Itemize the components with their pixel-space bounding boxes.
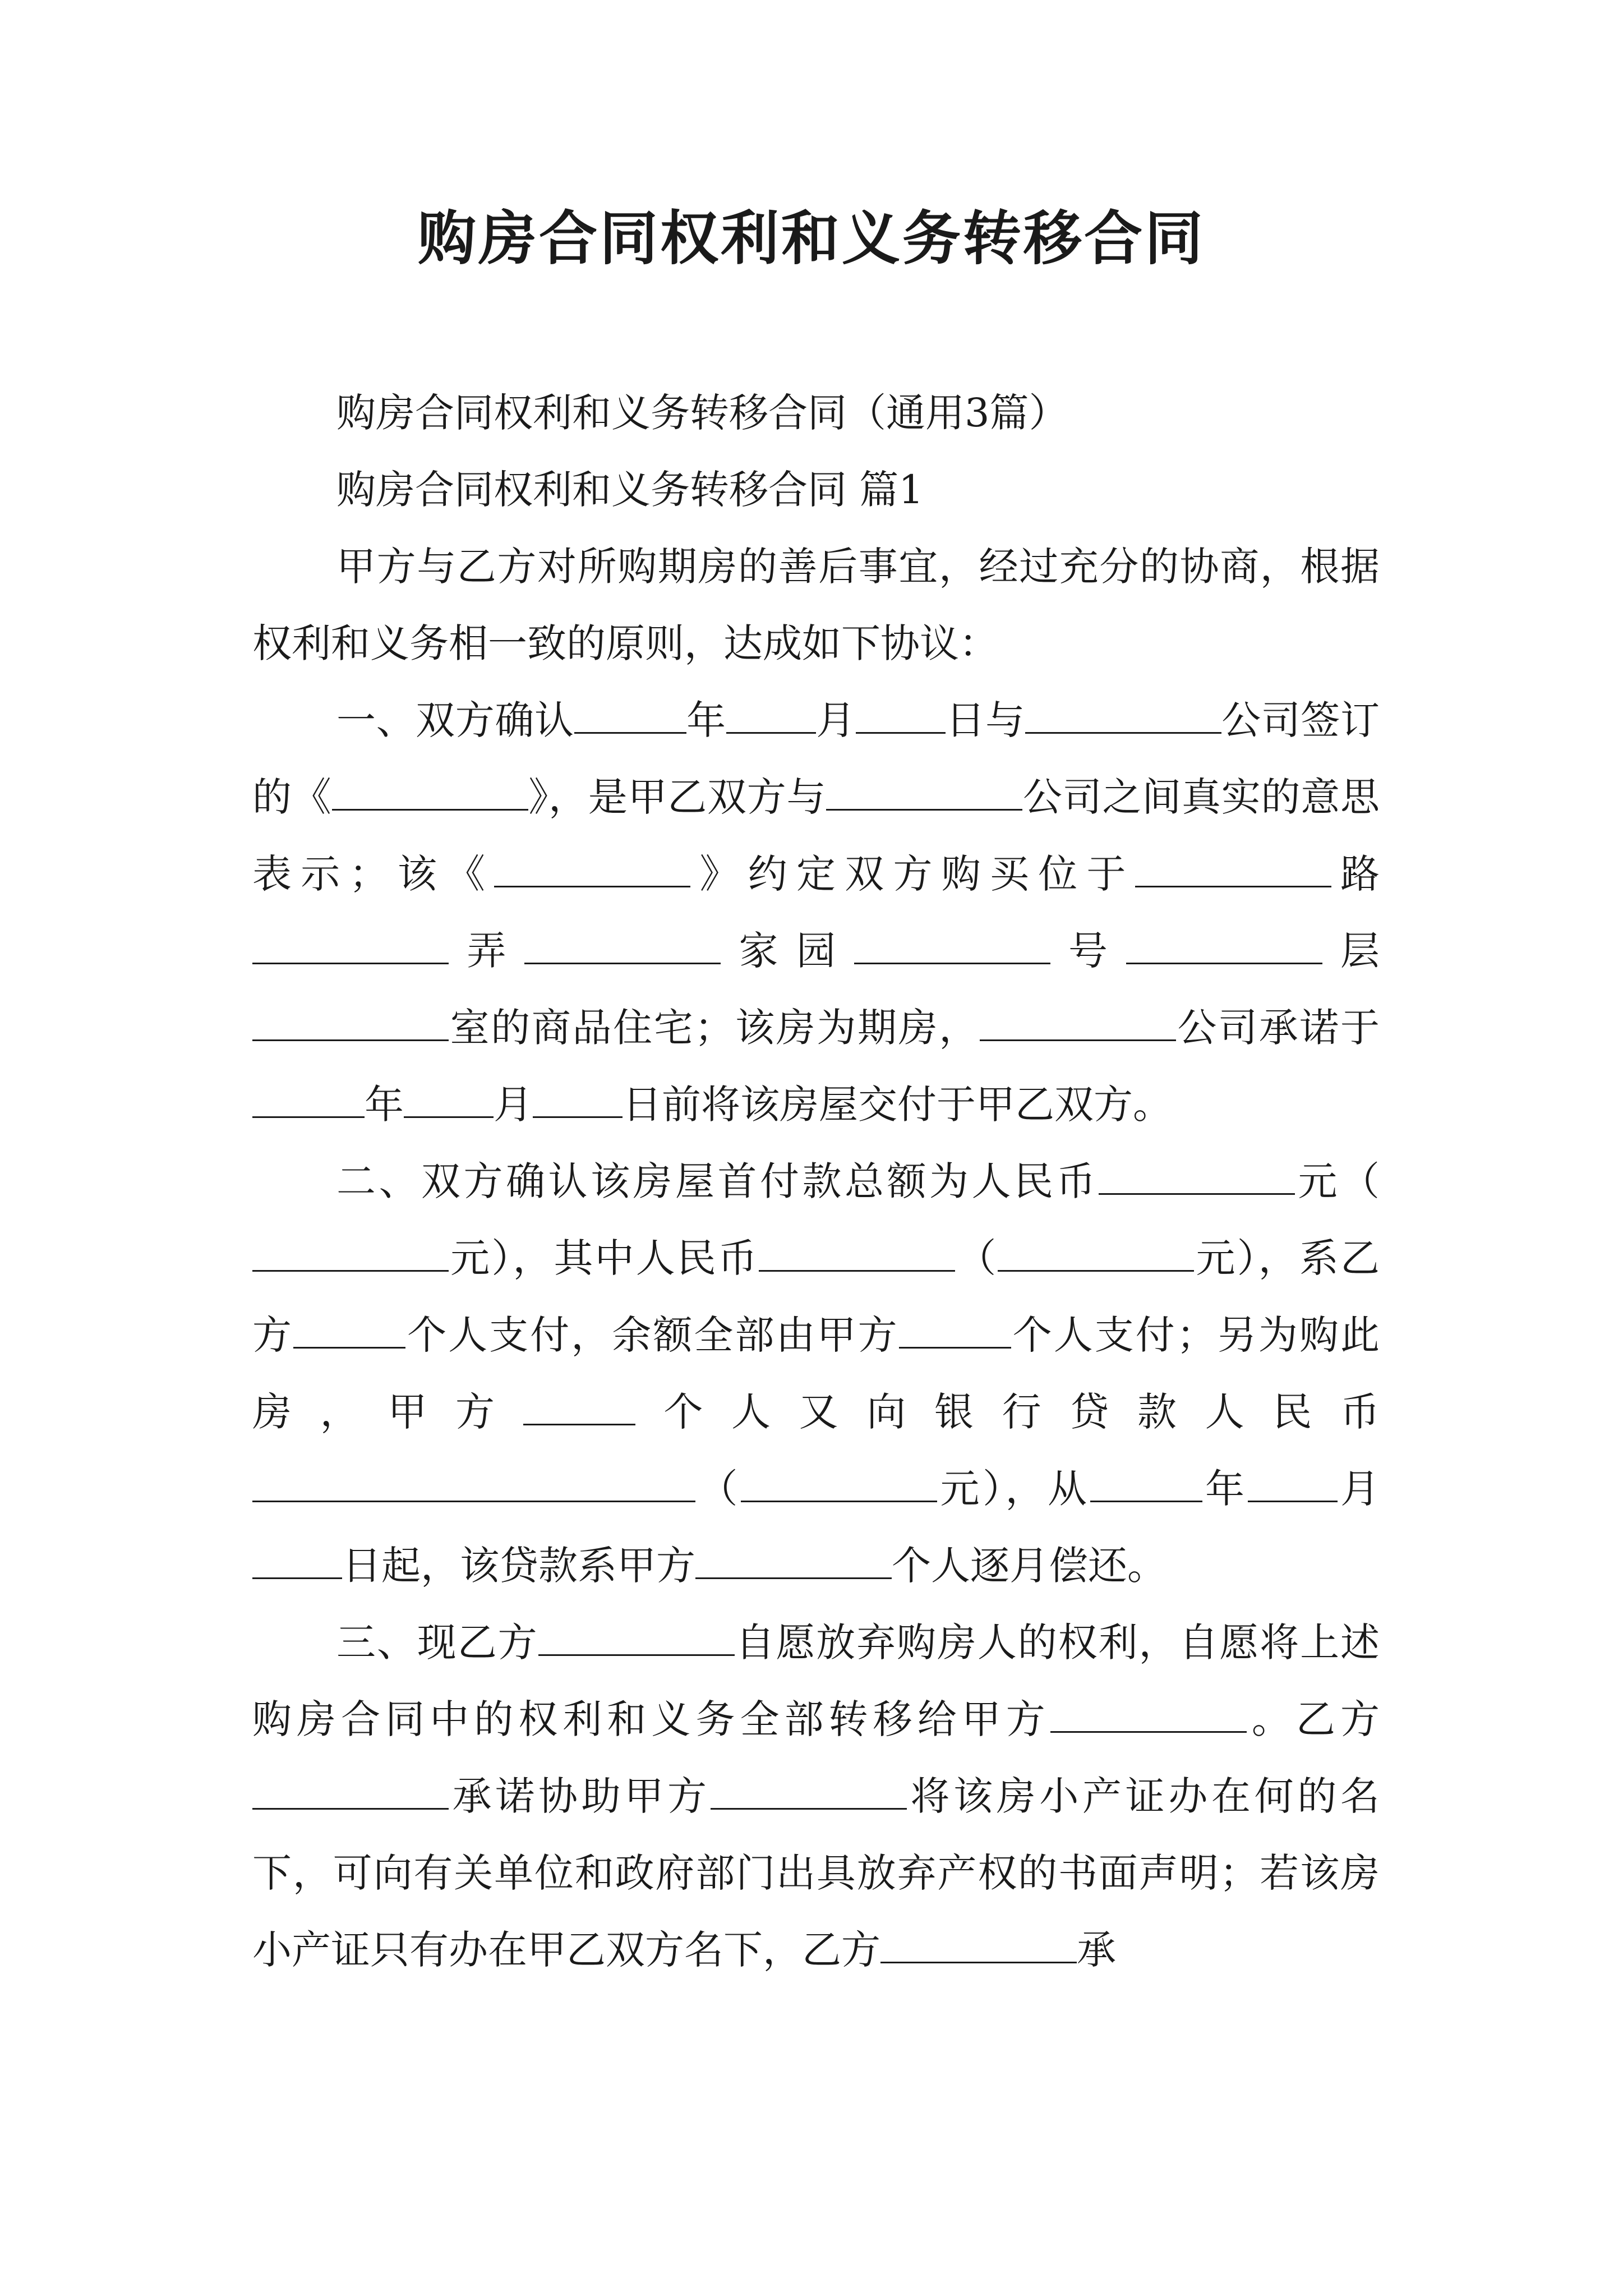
fill-blank <box>252 929 449 964</box>
fill-blank <box>252 1544 342 1579</box>
clause-text: 家园 <box>721 928 854 974</box>
fill-blank <box>252 1006 449 1041</box>
fill-blank <box>880 1928 1077 1963</box>
clause-text: 二、双方确认该房屋首付款总额为人民币 <box>336 1158 1099 1204</box>
clause-text: 元），系乙方 <box>252 1235 1380 1358</box>
clause-text: 层 <box>1322 928 1380 974</box>
subtitle-paragraph: 购房合同权利和义务转移合同（通用3篇） <box>336 390 1068 436</box>
fill-blank <box>252 1774 449 1810</box>
fill-blank <box>574 698 686 734</box>
clause-1-paragraph <box>252 682 1380 1143</box>
clause-text: 年 <box>686 697 726 743</box>
clause-text: 》，是甲乙双方与 <box>528 774 827 820</box>
clause-text: 日与 <box>945 697 1025 743</box>
clause-text: 承诺协助甲方 <box>449 1773 711 1819</box>
fill-blank <box>1126 929 1322 964</box>
clause-text: 号 <box>1050 928 1126 974</box>
clause-text: 将该房小产证办在何的名下，可向有关单位和政府部门出具放弃产权的书面声明；若该房小产证只有办在甲乙双方名下，乙方 <box>252 1773 1380 1973</box>
fill-blank <box>1248 1467 1338 1502</box>
document-body <box>252 375 1380 1989</box>
clause-text: 》约定双方购买位于 <box>690 851 1135 897</box>
fill-blank <box>252 1083 365 1118</box>
clause-text: 室的商品住宅；该房为期房， <box>449 1005 980 1051</box>
intro-paragraph: 甲方与乙方对所购期房的善后事宜，经过充分的协商，根据权利和义务相一致的原则，达成如下协议： <box>252 544 1380 666</box>
fill-blank <box>252 1236 449 1272</box>
fill-blank <box>404 1083 494 1118</box>
fill-blank <box>494 852 690 887</box>
clause-text: 年 <box>1202 1466 1248 1512</box>
clause-text: 自愿放弃购房人的权利，自愿将上述购房合同中的权利和义务全部转移给甲方 <box>252 1619 1380 1742</box>
clause-text: 三、现乙方 <box>336 1619 538 1665</box>
fill-blank <box>856 698 946 734</box>
fill-blank <box>1099 1159 1295 1195</box>
clause-text: 公司承诺于 <box>1175 1005 1380 1051</box>
clause-text: 公司签订的《 <box>252 697 1380 820</box>
fill-blank <box>741 1467 937 1502</box>
clause-text: 个人支付；另为购此房，甲方 <box>252 1312 1380 1435</box>
clause-text: 日起，该贷款系甲方 <box>342 1543 695 1589</box>
clause-text: 日前将该房屋交付于甲乙双方。 <box>623 1082 1172 1128</box>
fill-blank <box>1135 852 1331 887</box>
fill-blank <box>538 1621 735 1656</box>
clause-text: 路 <box>1331 851 1380 897</box>
fill-blank <box>293 1313 405 1349</box>
clause-2-paragraph <box>252 1143 1380 1604</box>
fill-blank <box>854 929 1050 964</box>
fill-blank <box>524 929 721 964</box>
clause-text: 年 <box>365 1082 404 1128</box>
fill-blank <box>980 1006 1176 1041</box>
clause-text: 一、双方确认 <box>336 697 574 743</box>
document-title: 购房合同权利和义务转移合同 <box>417 204 1205 273</box>
clause-text: 承 <box>1077 1927 1116 1973</box>
fill-blank <box>1090 1467 1202 1502</box>
section-heading: 购房合同权利和义务转移合同 篇1 <box>336 467 924 513</box>
clause-text: 元），从 <box>937 1466 1090 1512</box>
clause-text: 个人又向银行贷款人民币 <box>635 1389 1380 1435</box>
fill-blank <box>1025 698 1221 734</box>
fill-blank <box>533 1083 623 1118</box>
fill-blank <box>1050 1697 1247 1733</box>
clause-text: 月 <box>1337 1466 1380 1512</box>
clause-text: （ <box>955 1235 998 1281</box>
clause-text: 月 <box>815 697 856 743</box>
fill-blank <box>759 1236 955 1272</box>
clause-text: 元（ <box>1295 1158 1380 1204</box>
fill-blank <box>726 698 816 734</box>
clause-text: 月 <box>494 1082 533 1128</box>
fill-blank <box>711 1774 907 1810</box>
fill-blank <box>332 775 528 811</box>
clause-text: 个人逐月偿还。 <box>892 1543 1166 1589</box>
fill-blank <box>252 1467 695 1502</box>
clause-text: （ <box>695 1466 741 1512</box>
fill-blank <box>523 1390 635 1425</box>
clause-text: 。乙方 <box>1246 1696 1380 1742</box>
clause-text: 弄 <box>449 928 524 974</box>
clause-text: 个人支付，余额全部由甲方 <box>405 1312 899 1358</box>
clause-3-paragraph <box>252 1604 1380 1989</box>
fill-blank <box>695 1544 892 1579</box>
clause-text: 公司之间真实的意思表示；该《 <box>252 774 1380 897</box>
fill-blank <box>826 775 1022 811</box>
clause-text: 元），其中人民币 <box>449 1235 759 1281</box>
fill-blank <box>899 1313 1011 1349</box>
fill-blank <box>998 1236 1194 1272</box>
